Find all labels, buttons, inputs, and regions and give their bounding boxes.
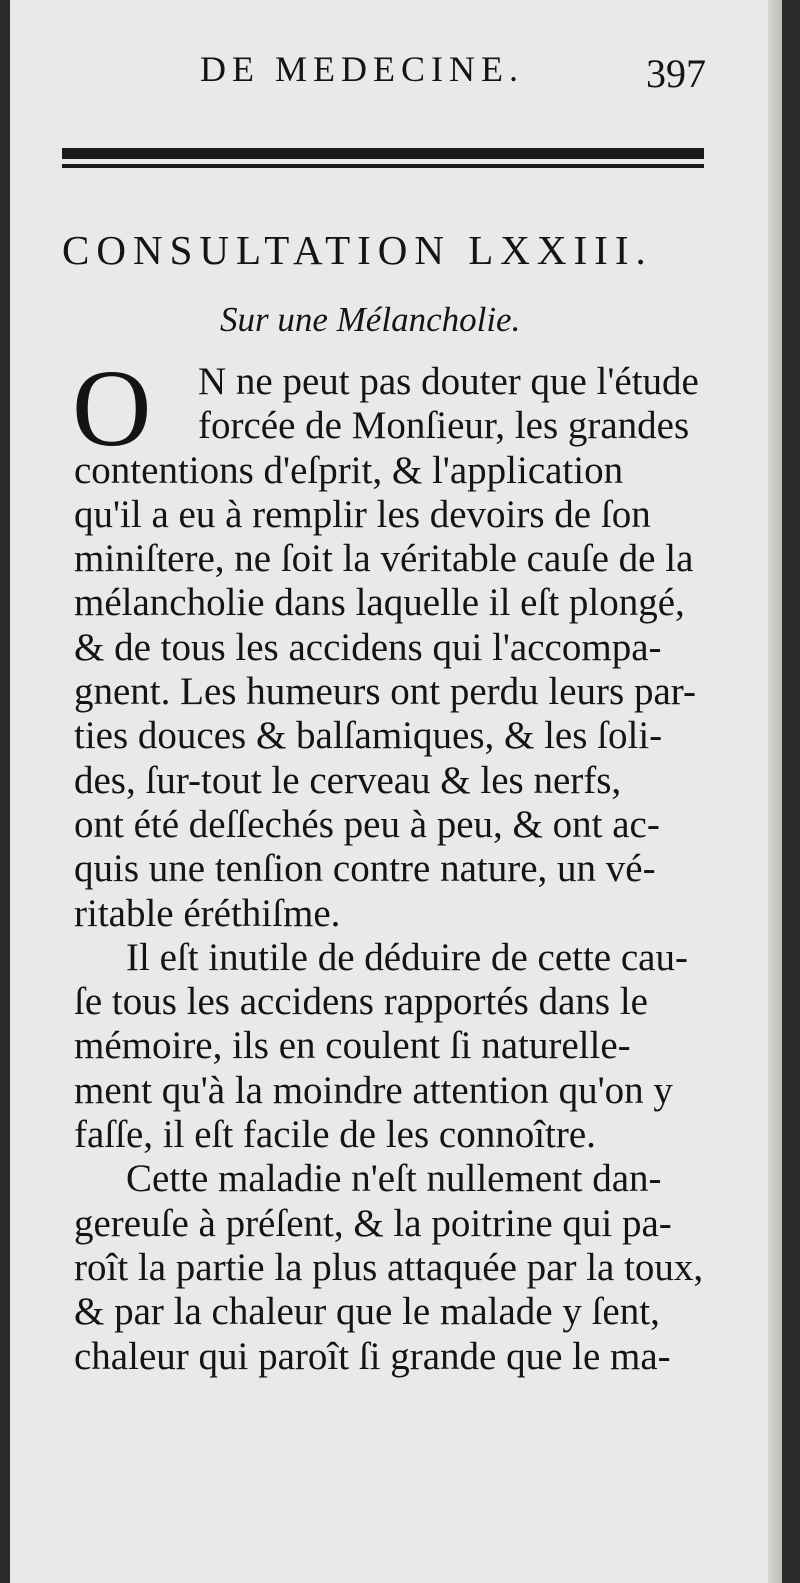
text-line: ont été deſſechés peu à peu, & ont ac- (74, 802, 660, 846)
text-line: ties douces & balſamiques, & les ſoli- (74, 714, 663, 758)
text-line: & par la chaleur que le malade y ſent, (74, 1290, 660, 1334)
text-line: quis une tenſion contre nature, un vé- (74, 847, 656, 891)
text-line: roît la partie la plus attaquée par la toux, (74, 1245, 704, 1289)
page-gutter (768, 0, 782, 1583)
text-line: chaleur qui paroît ſi grande que le ma- (74, 1334, 671, 1378)
body-text (72, 347, 734, 1379)
text-line: des, ſur-tout le cerveau & les nerfs, (74, 758, 622, 802)
text-line: mélancholie dans laquelle il eſt plongé, (74, 581, 685, 625)
text-line: contentions d'eſprit, & l'application (74, 448, 624, 492)
text-line: gereuſe à préſent, & la poitrine qui pa- (74, 1201, 672, 1245)
text-line: ment qu'à la moindre attention qu'on y (74, 1068, 673, 1112)
running-title: DE MEDECINE. (200, 49, 524, 89)
text-line: faſſe, il eſt facile de les connoître. (74, 1113, 596, 1157)
text-line: gnent. Les humeurs ont perdu leurs par- (74, 670, 696, 714)
text-line: & de tous les accidens qui l'accompa- (74, 625, 662, 669)
text-line: mémoire, ils en coulent ſi naturelle- (74, 1024, 631, 1068)
text-line: ſe tous les accidens rapportés dans le (74, 980, 648, 1024)
rule-thin (62, 164, 704, 168)
text-line: qu'il a eu à remplir les devoirs de ſon (74, 492, 651, 536)
book-page (10, 0, 782, 1583)
ornamental-rule (62, 148, 704, 174)
running-head (10, 48, 782, 98)
text-line: ritable éréthiſme. (74, 891, 341, 935)
text-line: N ne peut pas douter que l'étude (198, 360, 699, 403)
drop-cap: O (72, 347, 152, 469)
text-line: Cette maladie n'eſt nullement dan- (126, 1157, 662, 1201)
page-number: 397 (646, 51, 706, 96)
rule-thick (62, 148, 704, 159)
text-line: forcée de Monſieur, les grandes (198, 404, 690, 448)
text-line: Il eſt inutile de déduire de cette cau- (126, 935, 688, 979)
consultation-heading: CONSULTATION LXXIII. (62, 227, 653, 273)
text-line: miniſtere, ne ſoit la véritable cauſe de la (74, 537, 694, 581)
consultation-subheading: Sur une Mélancholie. (220, 300, 521, 339)
